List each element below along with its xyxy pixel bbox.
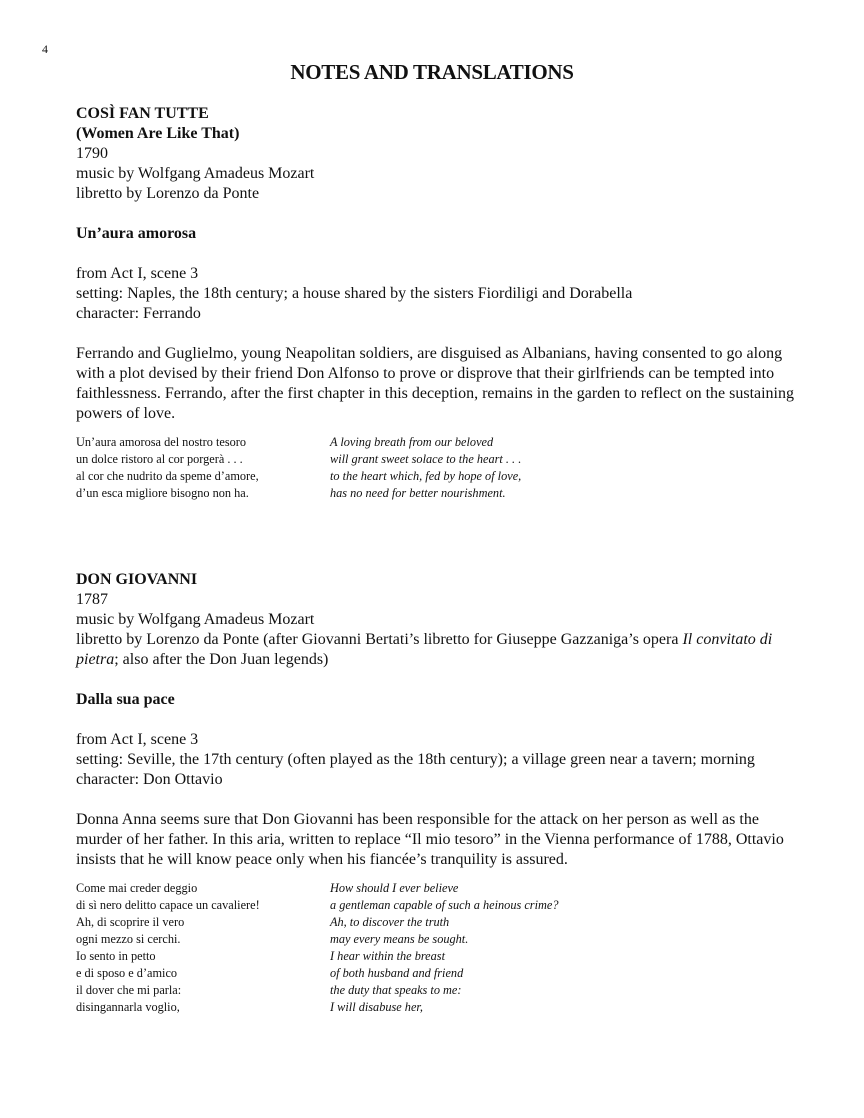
verse-original: Ah, di scoprire il vero <box>76 915 185 929</box>
verse-translation: How should I ever believe <box>330 881 459 895</box>
page-number: 4 <box>42 42 48 56</box>
verse-original: un dolce ristoro al cor porgerà . . . <box>76 452 243 466</box>
verse-translation: to the heart which, fed by hope of love, <box>330 469 522 483</box>
aria-character: character: Don Ottavio <box>76 771 223 788</box>
opera-composer: music by Wolfgang Amadeus Mozart <box>76 611 315 628</box>
verse-row <box>76 434 521 451</box>
aria-title: Dalla sua pace <box>76 691 175 708</box>
source-opera-title: Il convitato di pietra <box>76 631 773 668</box>
verse-translation: the duty that speaks to me: <box>330 983 462 997</box>
opera-librettist: libretto by Lorenzo da Ponte <box>76 185 260 202</box>
aria-synopsis: Donna Anna seems sure that Don Giovanni has been responsible for the attack on her person as well as the murder of her father. In this aria, written to replace “Il mio tesoro” in the Vienna performance of 1788, Ottavio insists that he will know peace only when his fiancée’s tranquility is assured. <box>76 811 784 868</box>
verse-original: disingannarla voglio, <box>76 1000 180 1014</box>
verse-row <box>76 897 558 914</box>
verse-original: di sì nero delitto capace un cavaliere! <box>76 898 260 912</box>
aria-character: character: Ferrando <box>76 305 201 322</box>
aria-title: Un’aura amorosa <box>76 225 197 242</box>
document-body <box>76 104 796 1016</box>
opera-cosi-fan-tutte <box>76 104 796 502</box>
opera-year: 1790 <box>76 145 108 162</box>
aria-source: from Act I, scene 3 <box>76 731 199 748</box>
aria-setting: setting: Naples, the 18th century; a house shared by the sisters Fiordiligi and Dorabella <box>76 285 633 302</box>
verse-row <box>76 451 521 468</box>
verse-translation: I will disabuse her, <box>330 1000 423 1014</box>
opera-title: DON GIOVANNI <box>76 571 198 588</box>
opera-year: 1787 <box>76 591 108 608</box>
verse-translation: has no need for better nourishment. <box>330 486 506 500</box>
verse-original: d’un esca migliore bisogno non ha. <box>76 486 249 500</box>
aria-setting: setting: Seville, the 17th century (often played as the 18th century); a village green near a tavern; morning <box>76 751 755 768</box>
verse-translation: may every means be sought. <box>330 932 469 946</box>
page-title: NOTES AND TRANSLATIONS <box>290 60 574 84</box>
verse-row <box>76 931 558 948</box>
verse-row <box>76 999 558 1016</box>
verse-translation: A loving breath from our beloved <box>330 435 494 449</box>
verse-translation: Ah, to discover the truth <box>330 915 450 929</box>
verse-row <box>76 982 558 999</box>
verse-original: Come mai creder deggio <box>76 881 198 895</box>
verse-original: ogni mezzo si cerchi. <box>76 932 181 946</box>
verse-row <box>76 948 558 965</box>
verse-original: Un’aura amorosa del nostro tesoro <box>76 435 247 449</box>
aria-source: from Act I, scene 3 <box>76 265 199 282</box>
opera-title: COSÌ FAN TUTTE <box>76 105 209 122</box>
opera-librettist <box>76 630 796 670</box>
verse-row <box>76 880 558 897</box>
verse-row <box>76 914 558 931</box>
libretto-text-end: ; also after the Don Juan legends) <box>114 651 329 668</box>
verse-translation: a gentleman capable of such a heinous crime? <box>330 898 559 912</box>
verse-translation: will grant sweet solace to the heart . . . <box>330 452 522 466</box>
opera-subtitle: (Women Are Like That) <box>76 125 240 142</box>
verse-original: al cor che nudrito da speme d’amore, <box>76 469 259 483</box>
libretto-text: libretto by Lorenzo da Ponte (after Giovanni Bertati’s libretto for Giuseppe Gazzaniga’s opera <box>76 631 683 648</box>
verse-translation-table <box>76 434 521 502</box>
verse-translation: of both husband and friend <box>330 966 464 980</box>
opera-don-giovanni <box>76 570 796 1016</box>
verse-row <box>76 468 521 485</box>
verse-row <box>76 485 521 502</box>
verse-original: e di sposo e d’amico <box>76 966 178 980</box>
verse-original: il dover che mi parla: <box>76 983 182 997</box>
verse-row <box>76 965 558 982</box>
aria-synopsis: Ferrando and Guglielmo, young Neapolitan soldiers, are disguised as Albanians, having consented to go along with a plot devised by their friend Don Alfonso to prove or disprove that their girlfriends can be tempted into faithlessness. Ferrando, after the first chapter in this deception, remains in the garden to reflect on the sustaining powers of love. <box>76 345 794 422</box>
verse-translation: I hear within the breast <box>330 949 445 963</box>
opera-composer: music by Wolfgang Amadeus Mozart <box>76 165 315 182</box>
verse-original: Io sento in petto <box>76 949 156 963</box>
verse-translation-table <box>76 880 558 1016</box>
